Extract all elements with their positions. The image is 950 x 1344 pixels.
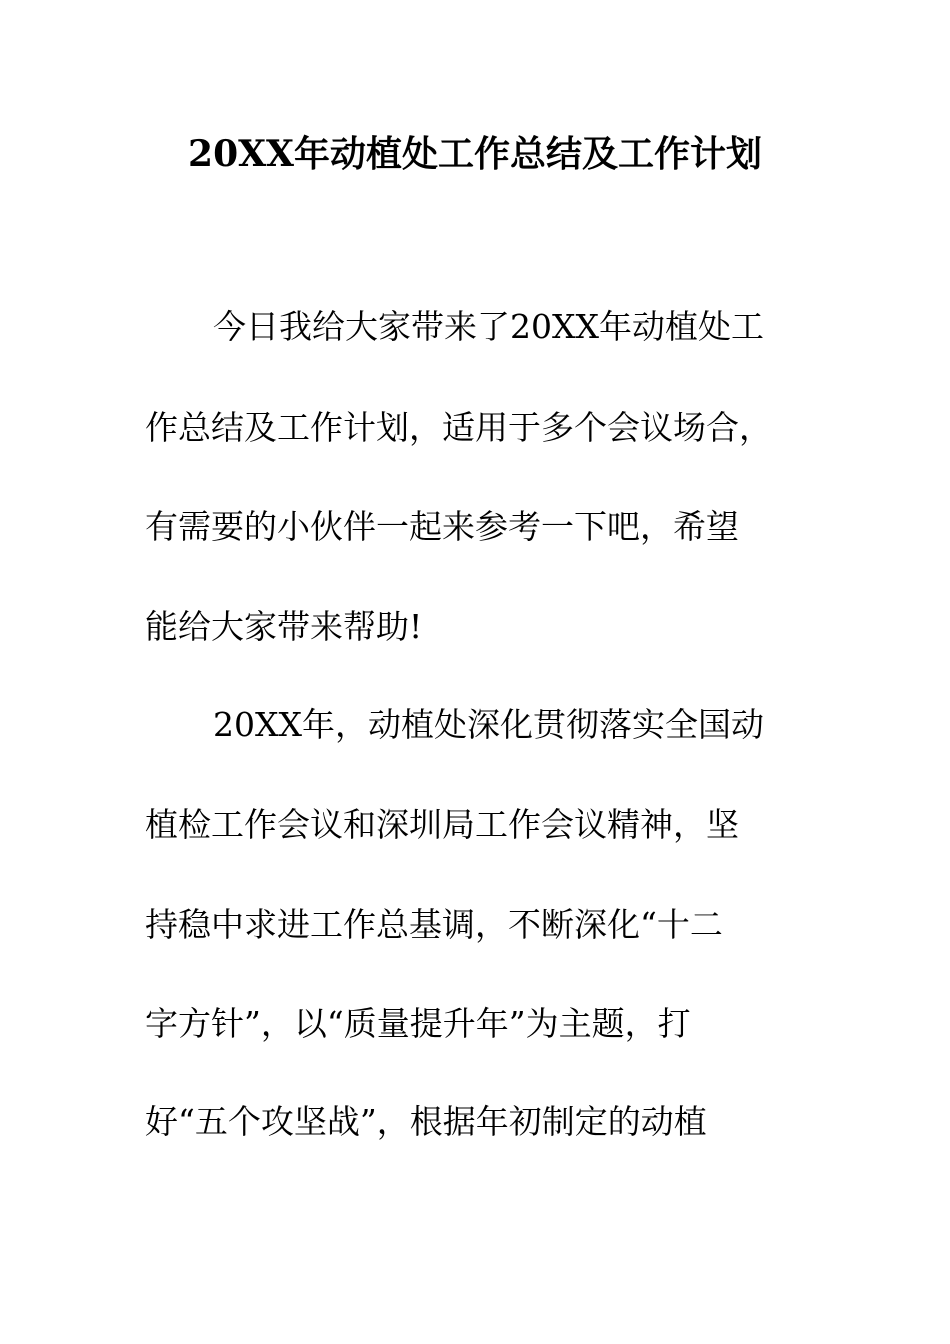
paragraph-line: 植检工作会议和深圳局工作会议精神，坚 — [145, 805, 739, 844]
paragraph-line: 今日我给大家带来了20XX年动植处工 — [213, 307, 764, 346]
paragraph-line: 字方针”，以“质量提升年”为主题，打 — [145, 1004, 691, 1043]
paragraph-line: 有需要的小伙伴一起来参考一下吧，希望 — [145, 507, 739, 546]
paragraph-line: 作总结及工作计划，适用于多个会议场合， — [145, 408, 772, 447]
paragraph-line: 好“五个攻坚战”，根据年初制定的动植 — [145, 1102, 707, 1141]
paragraph-line: 20XX年，动植处深化贯彻落实全国动 — [213, 705, 764, 744]
paragraph-line: 能给大家带来帮助! — [145, 607, 423, 646]
document-title: 20XX年动植处工作总结及工作计划 — [188, 133, 762, 175]
paragraph-line: 持稳中求进工作总基调，不断深化“十二 — [145, 905, 723, 944]
